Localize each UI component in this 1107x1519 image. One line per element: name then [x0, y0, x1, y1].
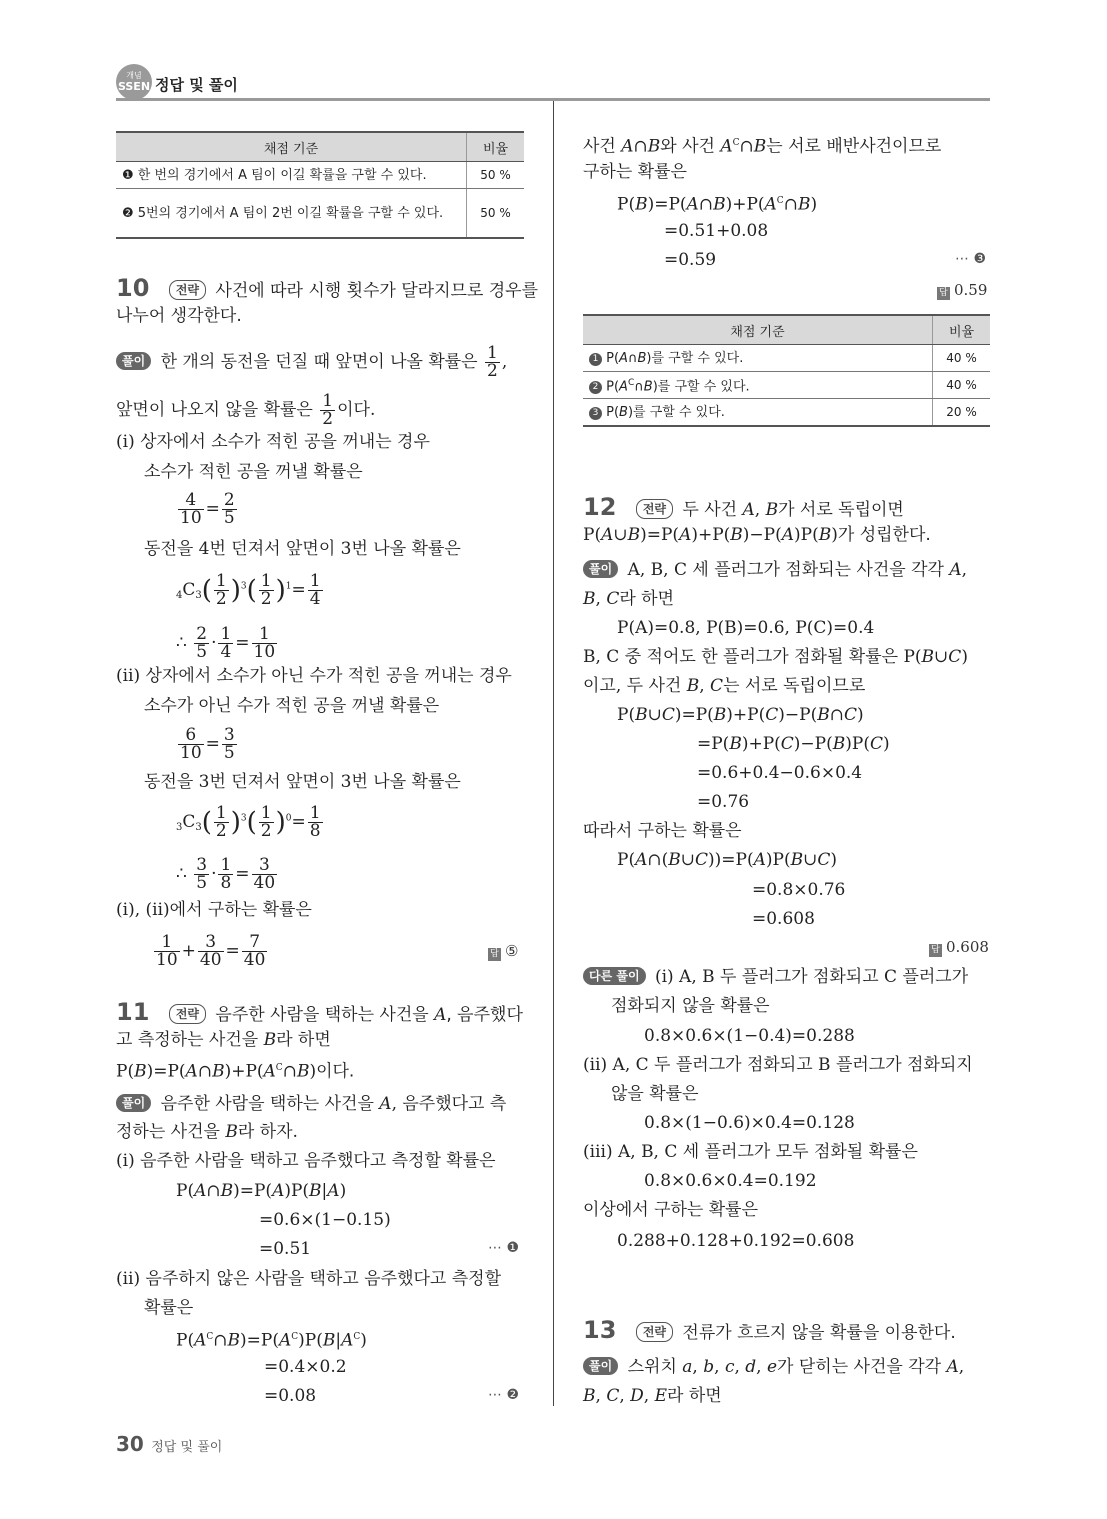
- table-row: 1 P(A∩B)를 구할 수 있다. 40 %: [583, 345, 990, 372]
- grading-table-9: [116, 131, 524, 239]
- q12-alt-1b: 점화되지 않을 확률은: [611, 996, 770, 1016]
- q11-eq-3: =0.51: [259, 1239, 312, 1259]
- table-row: ❶ 한 번의 경기에서 A 팀이 이길 확률을 구할 수 있다. 50 %: [116, 162, 524, 189]
- q11-mark-1: ⋯ ❶: [488, 1240, 520, 1256]
- q12-alt-1c: 0.8×0.6×(1−0.4)=0.288: [644, 1026, 855, 1046]
- q10-conclusion: (ⅰ), (ⅱ)에서 구하는 확률은: [116, 900, 312, 920]
- table-row: 2 $P(A^C\cap B)$를 구할 수 있다. 40 %: [583, 372, 990, 399]
- q10-case-1b: 동전을 4번 던져서 앞면이 3번 나올 확률은: [144, 539, 461, 559]
- right-text-2: 구하는 확률은: [583, 162, 687, 182]
- q12-alt-2: (ⅱ) A, C 두 플러그가 점화되고 B 플러그가 점화되지: [583, 1055, 973, 1075]
- table-header-criteria: 채점 기준: [583, 315, 933, 345]
- q10-strategy: 10 전략 사건에 따라 시행 횟수가 달라지므로 경우를: [116, 274, 539, 302]
- q11-case-2: (ⅱ) 음주하지 않은 사람을 택하고 음주했다고 측정할: [116, 1269, 502, 1289]
- q12-alt-3: (ⅲ) A, B, C 세 플러그가 모두 점화될 확률은: [583, 1142, 918, 1162]
- q11-strategy: 11 전략 음주한 사람을 택하는 사건을 A, 음주했다: [116, 998, 523, 1026]
- q13-sol-1: 풀이 스위치 a, b, c, d, e가 닫히는 사건을 각각 A,: [583, 1355, 964, 1379]
- q12-alt-4: 이상에서 구하는 확률은: [583, 1200, 759, 1220]
- column-divider: [553, 101, 554, 1406]
- q11-eq-5: =0.4×0.2: [264, 1357, 347, 1377]
- right-eq-1: $P(B)=P(A\cap B)+P(A^C\cap B)$: [617, 194, 818, 215]
- q12-eq-6: =0.8×0.76: [752, 880, 846, 900]
- q10-answer: 답 ⑤: [488, 942, 518, 961]
- q12-strategy: 12 전략 두 사건 A, B가 서로 독립이면: [583, 493, 904, 521]
- q10-sol-1: 풀이 한 개의 동전을 던질 때 앞면이 나올 확률은 $\frac{1}{2}$ ,: [116, 345, 507, 380]
- right-mark-3: ⋯ ❸: [955, 251, 987, 267]
- q11-strategy-3: $P(B)=P(A\cap B)+P(A^C\cap B)$이다.: [116, 1061, 355, 1082]
- q10-eq-3: ∴ $\frac{2}{5}$ · $\frac{1}{4}$ = $\frac{1}{10}$: [176, 624, 276, 662]
- q10-sol-2: 앞면이 나오지 않을 확률은 $\frac{1}{2}$ 이다.: [116, 391, 376, 429]
- page-footer: [116, 1432, 222, 1456]
- q12-sol-1: 풀이 A, B, C 세 플러그가 점화되는 사건을 각각 A,: [583, 558, 967, 582]
- page-number: 30: [116, 1432, 144, 1456]
- q11-case-2b: 확률은: [144, 1298, 194, 1318]
- q12-alt-2b: 않을 확률은: [611, 1084, 699, 1104]
- q12-sol-4: B, C 중 적어도 한 플러그가 점화될 확률은 P(B∪C): [583, 647, 968, 667]
- q10-strategy-cont: 나누어 생각한다.: [116, 306, 242, 326]
- footer-title: 정답 및 풀이: [151, 1440, 223, 1455]
- section-title: 정답 및 풀이: [155, 76, 238, 94]
- q10-eq-4: $\frac{6}{10}$ = $\frac{3}{5}$: [180, 725, 235, 763]
- q10-eq-1: $\frac{4}{10}$ = $\frac{2}{5}$: [180, 490, 235, 528]
- q12-alt-1: 다른 풀이 (ⅰ) A, B 두 플러그가 점화되고 C 플러그가: [583, 965, 968, 989]
- q10-case-2b: 동전을 3번 던져서 앞면이 3번 나올 확률은: [144, 772, 461, 792]
- q12-answer: 답 0.608: [929, 938, 989, 957]
- brand-logo: 개념 SSEN: [116, 64, 152, 100]
- q12-eq-3: =0.6+0.4−0.6×0.4: [697, 763, 863, 783]
- table-header-criteria: 채점 기준: [116, 132, 467, 162]
- q11-sol-2: 정하는 사건을 B라 하자.: [116, 1122, 298, 1142]
- q11-eq-1: P(A∩B)=P(A)P(B|A): [176, 1181, 347, 1201]
- q10-eq-5: 3C3( $\frac{1}{2}$ )$^3$( $\frac{1}{2}$ )$^0$= $\frac{1}{8}$: [176, 803, 321, 841]
- q11-answer: 답 0.59: [937, 281, 987, 300]
- q11-eq-2: =0.6×(1−0.15): [259, 1210, 391, 1230]
- right-eq-2: =0.51+0.08: [664, 221, 769, 241]
- table-header-ratio: 비율: [467, 132, 525, 162]
- right-text-1: 사건 A∩B와 사건 $A^C\cap B$는 서로 배반사건이므로: [583, 136, 942, 157]
- q11-strategy-2: 고 측정하는 사건을 B라 하면: [116, 1030, 331, 1050]
- q12-strategy-2: P(A∪B)=P(A)+P(B)−P(A)P(B)가 성립한다.: [583, 525, 931, 545]
- q12-sol-2: B, C라 하면: [583, 589, 674, 609]
- q11-eq-6: =0.08: [264, 1386, 317, 1406]
- q12-eq-7: =0.608: [752, 909, 815, 929]
- q11-case-1: (ⅰ) 음주한 사람을 택하고 음주했다고 측정할 확률은: [116, 1151, 496, 1171]
- q10-eq-6: ∴ $\frac{3}{5}$ · $\frac{1}{8}$ = $\frac{3}{40}$: [176, 855, 276, 893]
- q12-sol-5: 이고, 두 사건 B, C는 서로 독립이므로: [583, 676, 866, 696]
- q13-strategy: 13 전략 전류가 흐르지 않을 확률을 이용한다.: [583, 1316, 956, 1344]
- q11-sol-1: 풀이 음주한 사람을 택하는 사건을 A, 음주했다고 측: [116, 1092, 506, 1116]
- q11-mark-2: ⋯ ❷: [488, 1387, 520, 1403]
- q12-alt-4c: 0.288+0.128+0.192=0.608: [617, 1231, 855, 1251]
- q12-eq-4: =0.76: [697, 792, 750, 812]
- q12-alt-2c: 0.8×(1−0.6)×0.4=0.128: [644, 1113, 855, 1133]
- q10-case-2a: 소수가 아닌 수가 적힌 공을 꺼낼 확률은: [144, 696, 440, 716]
- right-eq-3: =0.59: [664, 250, 717, 270]
- q10-eq-2: 4C3( $\frac{1}{2}$ )$^3$( $\frac{1}{2}$ )$^1$= $\frac{1}{4}$: [176, 571, 321, 609]
- q13-sol-2: B, C, D, E라 하면: [583, 1386, 722, 1406]
- table-header-ratio: 비율: [933, 315, 991, 345]
- q10-case-2: (ⅱ) 상자에서 소수가 아닌 수가 적힌 공을 꺼내는 경우: [116, 666, 512, 686]
- q11-eq-4: $P(A^C\cap B)=P(A^C)P(B|A^C)$: [176, 1330, 367, 1351]
- q10-case-1: (ⅰ) 상자에서 소수가 적힌 공을 꺼내는 경우: [116, 432, 430, 452]
- q10-eq-7: $\frac{1}{10}$ + $\frac{3}{40}$ = $\frac{7}{40}$: [156, 932, 266, 970]
- q12-sol-6: 따라서 구하는 확률은: [583, 821, 742, 841]
- table-row: 3 P(B)를 구할 수 있다. 20 %: [583, 399, 990, 427]
- q12-eq-1: P(B∪C)=P(B)+P(C)−P(B∩C): [617, 705, 864, 725]
- q12-eq-2: =P(B)+P(C)−P(B)P(C): [697, 734, 890, 754]
- table-row: ❷ 5번의 경기에서 A 팀이 2번 이길 확률을 구할 수 있다. 50 %: [116, 189, 524, 239]
- q12-sol-3: P(A)=0.8, P(B)=0.6, P(C)=0.4: [617, 618, 875, 638]
- grading-table-11: [583, 314, 990, 427]
- q12-eq-5: P(A∩(B∪C))=P(A)P(B∪C): [617, 850, 837, 870]
- q12-alt-3c: 0.8×0.6×0.4=0.192: [644, 1171, 817, 1191]
- q10-case-1a: 소수가 적힌 공을 꺼낼 확률은: [144, 462, 363, 482]
